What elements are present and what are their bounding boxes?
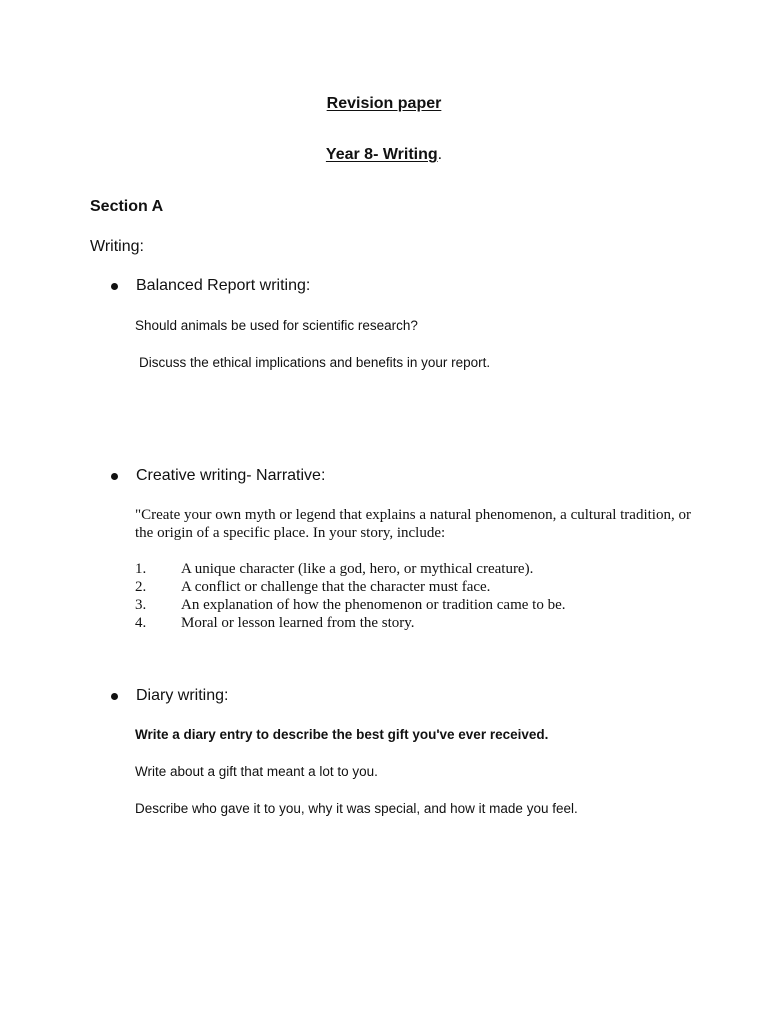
- diary-task: Write a diary entry to describe the best gift you've ever received.: [135, 727, 549, 742]
- diary-line-2: Describe who gave it to you, why it was special, and how it made you feel.: [135, 801, 578, 816]
- bullet-icon: [111, 693, 118, 700]
- title-text: Revision paper: [326, 95, 442, 112]
- balanced-question: Should animals be used for scientific research?: [135, 318, 418, 333]
- list-text: Moral or lesson learned from the story.: [181, 615, 415, 631]
- bullet-label: Balanced Report writing:: [136, 277, 311, 294]
- diary-line-1: Write about a gift that meant a lot to you.: [135, 764, 378, 779]
- page-subtitle: [0, 146, 768, 164]
- subtitle-period: .: [437, 146, 443, 163]
- bullet-label: Diary writing:: [136, 687, 229, 704]
- list-number: 4.: [135, 615, 147, 631]
- section-heading: Section A: [90, 198, 164, 215]
- writing-label: Writing:: [90, 238, 144, 255]
- page-title: [0, 95, 768, 113]
- list-item: [135, 578, 490, 596]
- list-text: A unique character (like a god, hero, or mythical creature).: [181, 561, 534, 577]
- bullet-icon: [111, 473, 118, 480]
- list-text: A conflict or challenge that the character must face.: [181, 579, 491, 595]
- balanced-instruction: Discuss the ethical implications and benefits in your report.: [139, 355, 491, 370]
- bullet-balanced-report: [110, 277, 310, 295]
- list-number: 3.: [135, 597, 147, 613]
- list-item: [135, 560, 533, 578]
- list-number: 1.: [135, 561, 147, 577]
- list-number: 2.: [135, 579, 147, 595]
- subtitle-text: Year 8- Writing: [325, 146, 438, 163]
- creative-prompt: "Create your own myth or legend that explains a natural phenomenon, a cultural tradition, or the origin of a specific place. In your story, include:: [135, 507, 691, 541]
- list-item: [135, 614, 415, 632]
- bullet-diary-writing: [110, 687, 228, 705]
- list-item: [135, 596, 565, 614]
- bullet-creative-writing: [110, 467, 325, 485]
- bullet-label: Creative writing- Narrative:: [136, 467, 326, 484]
- bullet-icon: [111, 283, 118, 290]
- list-text: An explanation of how the phenomenon or tradition came to be.: [181, 597, 566, 613]
